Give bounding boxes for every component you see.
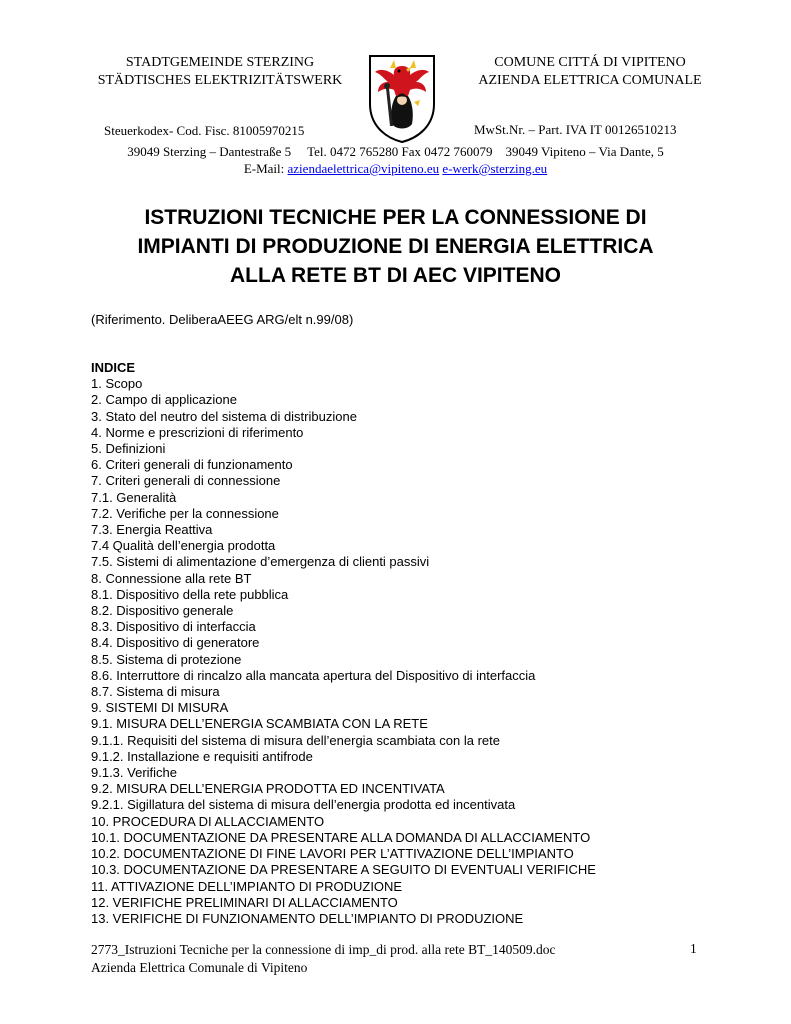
index-item: 8. Connessione alla rete BT — [91, 570, 252, 586]
index-list — [91, 376, 596, 927]
index-item: 8.4. Dispositivo di generatore — [91, 635, 260, 651]
footer-organization: Azienda Elettrica Comunale di Vipiteno — [91, 960, 308, 975]
index-item: 9.1. MISURA DELL’ENERGIA SCAMBIATA CON LA RETE — [91, 716, 428, 732]
index-item: 9.2.1. Sigillatura del sistema di misura dell’energia prodotta ed incentivata — [91, 797, 516, 813]
email-link-vipiteno[interactable]: aziendaelettrica@vipiteno.eu — [287, 161, 440, 176]
table-of-contents — [91, 360, 596, 927]
vat-number-right: MwSt.Nr. – Part. IVA IT 00126510213 — [474, 122, 677, 137]
page-number: 1 — [690, 941, 697, 956]
index-item: 13. VERIFICHE DI FUNZIONAMENTO DELL’IMPIANTO DI PRODUZIONE — [91, 910, 524, 926]
index-item: 9.1.3. Verifiche — [91, 765, 177, 781]
index-item: 9.1.1. Requisiti del sistema di misura dell’energia scambiata con la rete — [91, 732, 500, 748]
index-item: 8.1. Dispositivo della rete pubblica — [91, 586, 289, 602]
index-item: 3. Stato del neutro del sistema di distribuzione — [91, 408, 357, 424]
header-left — [80, 54, 360, 90]
title-line2: IMPIANTI DI PRODUZIONE DI ENERGIA ELETTRICA — [137, 235, 654, 258]
index-item: 5. Definizioni — [91, 441, 166, 457]
index-item: 1. Scopo — [91, 376, 143, 392]
email-line — [0, 160, 791, 177]
index-item: 8.5. Sistema di protezione — [91, 651, 242, 667]
header-left-line2: STÄDTISCHES ELEKTRIZITÄTSWERK — [97, 73, 343, 88]
email-label: E-Mail: — [243, 161, 288, 176]
index-item: 10.2. DOCUMENTAZIONE DI FINE LAVORI PER L’ATTIVAZIONE DELL’IMPIANTO — [91, 846, 574, 862]
eagle-coat-of-arms-icon — [366, 52, 438, 144]
title-line1: ISTRUZIONI TECNICHE PER LA CONNESSIONE DI — [144, 206, 647, 229]
address-block — [0, 143, 791, 177]
index-item: 8.6. Interruttore di rincalzo alla mancata apertura del Dispositivo di interfaccia — [91, 667, 536, 683]
index-item: 12. VERIFICHE PRELIMINARI DI ALLACCIAMENTO — [91, 894, 398, 910]
index-item: 8.7. Sistema di misura — [91, 684, 220, 700]
page-footer — [91, 941, 555, 977]
title-line3: ALLA RETE BT DI AEC VIPITENO — [230, 264, 561, 287]
index-item: 7.4 Qualità dell’energia prodotta — [91, 538, 276, 554]
index-item: 10.1. DOCUMENTAZIONE DA PRESENTARE ALLA DOMANDA DI ALLACCIAMENTO — [91, 829, 591, 845]
index-heading: INDICE — [91, 360, 136, 375]
header-left-line1: STADTGEMEINDE STERZING — [125, 55, 315, 70]
index-item: 2. Campo di applicazione — [91, 392, 237, 408]
index-item: 10. PROCEDURA DI ALLACCIAMENTO — [91, 813, 325, 829]
email-link-sterzing[interactable]: e-werk@sterzing.eu — [442, 161, 548, 176]
index-item: 7.3. Energia Reattiva — [91, 522, 213, 538]
index-item: 7.5. Sistemi di alimentazione d’emergenza di clienti passivi — [91, 554, 430, 570]
index-item: 10.3. DOCUMENTAZIONE DA PRESENTARE A SEGUITO DI EVENTUALI VERIFICHE — [91, 862, 596, 878]
address-line: 39049 Sterzing – Dantestraße 5 Tel. 0472 765280 Fax 0472 760079 39049 Vipiteno – Via Dante, 5 — [127, 144, 664, 159]
index-item: 9.1.2. Installazione e requisiti antifrode — [91, 748, 313, 764]
header-right — [450, 54, 730, 90]
index-item: 9.2. MISURA DELL’ENERGIA PRODOTTA ED INCENTIVATA — [91, 781, 445, 797]
header-right-line1: COMUNE CITTÁ DI VIPITENO — [494, 55, 686, 70]
index-item: 9. SISTEMI DI MISURA — [91, 700, 229, 716]
index-item: 6. Criteri generali di funzionamento — [91, 457, 293, 473]
index-item: 7.1. Generalità — [91, 489, 177, 505]
index-item: 8.2. Dispositivo generale — [91, 603, 234, 619]
index-item: 7.2. Verifiche per la connessione — [91, 505, 279, 521]
index-item: 4. Norme e prescrizioni di riferimento — [91, 424, 304, 440]
index-item: 7. Criteri generali di connessione — [91, 473, 281, 489]
header-right-line2: AZIENDA ELETTRICA COMUNALE — [478, 73, 702, 88]
footer-filename: 2773_Istruzioni Tecniche per la connessione di imp_di prod. alla rete BT_140509.doc — [91, 942, 556, 957]
tax-code-left: Steuerkodex- Cod. Fisc. 81005970215 — [104, 123, 305, 138]
index-item: 11. ATTIVAZIONE DELL’IMPIANTO DI PRODUZIONE — [91, 878, 403, 894]
index-item: 8.3. Dispositivo di interfaccia — [91, 619, 256, 635]
document-title — [60, 203, 731, 290]
reference-note: (Riferimento. DeliberaAEEG ARG/elt n.99/08) — [91, 312, 354, 327]
